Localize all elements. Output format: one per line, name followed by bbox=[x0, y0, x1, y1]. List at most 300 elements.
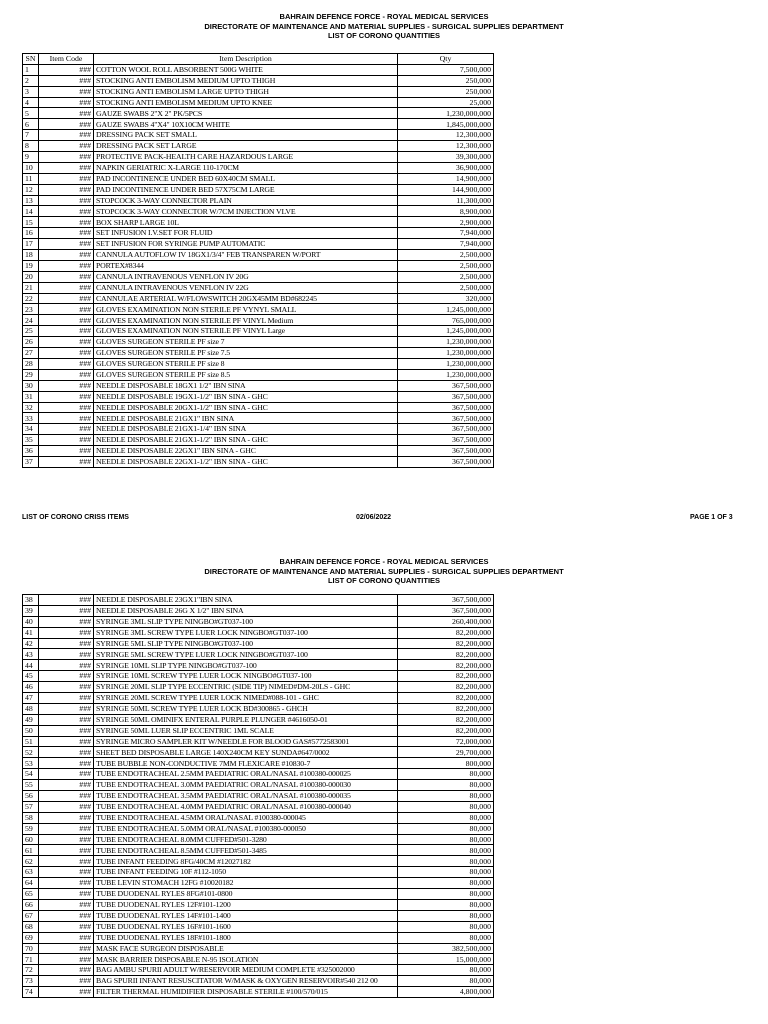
row-item-code: ### bbox=[39, 446, 94, 457]
table-row bbox=[23, 758, 494, 769]
row-sn: 28 bbox=[23, 358, 39, 369]
table-row bbox=[23, 195, 494, 206]
row-quantity: 1,230,000,000 bbox=[398, 348, 494, 359]
table-row bbox=[23, 703, 494, 714]
row-quantity: 80,000 bbox=[398, 769, 494, 780]
row-sn: 74 bbox=[23, 987, 39, 998]
row-sn: 65 bbox=[23, 889, 39, 900]
row-item-code: ### bbox=[39, 337, 94, 348]
table-row bbox=[23, 910, 494, 921]
row-sn: 71 bbox=[23, 954, 39, 965]
row-sn: 16 bbox=[23, 228, 39, 239]
row-quantity: 1,230,000,000 bbox=[398, 369, 494, 380]
table-row bbox=[23, 845, 494, 856]
table-row bbox=[23, 736, 494, 747]
page1-items-body bbox=[23, 64, 494, 467]
table-row bbox=[23, 358, 494, 369]
row-quantity: 72,000,000 bbox=[398, 736, 494, 747]
table-row bbox=[23, 889, 494, 900]
row-sn: 32 bbox=[23, 402, 39, 413]
table-row bbox=[23, 725, 494, 736]
table-row bbox=[23, 315, 494, 326]
row-sn: 41 bbox=[23, 627, 39, 638]
row-item-code: ### bbox=[39, 682, 94, 693]
row-item-code: ### bbox=[39, 791, 94, 802]
row-item-code: ### bbox=[39, 823, 94, 834]
row-item-code: ### bbox=[39, 703, 94, 714]
table-row bbox=[23, 119, 494, 130]
row-sn: 24 bbox=[23, 315, 39, 326]
row-item-code: ### bbox=[39, 747, 94, 758]
col-desc-header: Item Description bbox=[94, 54, 398, 65]
row-sn: 4 bbox=[23, 97, 39, 108]
row-description: STOCKING ANTI EMBOLISM MEDIUM UPTO THIGH bbox=[94, 75, 398, 86]
header-directorate: DIRECTORATE OF MAINTENANCE AND MATERIAL SUPPLIES - SURGICAL SUPPLIES DEPARTMENT bbox=[204, 566, 564, 576]
row-description: TUBE ENDOTRACHEAL 8.5MM CUFFED#501-3485 bbox=[94, 845, 398, 856]
row-quantity: 1,845,000,000 bbox=[398, 119, 494, 130]
table-row bbox=[23, 435, 494, 446]
row-quantity: 7,500,000 bbox=[398, 64, 494, 75]
row-sn: 2 bbox=[23, 75, 39, 86]
row-sn: 29 bbox=[23, 369, 39, 380]
row-description: STOCKING ANTI EMBOLISM MEDIUM UPTO KNEE bbox=[94, 97, 398, 108]
row-item-code: ### bbox=[39, 130, 94, 141]
row-sn: 31 bbox=[23, 391, 39, 402]
table-row bbox=[23, 380, 494, 391]
row-description: TUBE ENDOTRACHEAL 4.0MM PAEDIATRIC ORAL/NASAL #100380-000040 bbox=[94, 801, 398, 812]
row-quantity: 367,500,000 bbox=[398, 435, 494, 446]
row-quantity: 80,000 bbox=[398, 965, 494, 976]
row-sn: 40 bbox=[23, 616, 39, 627]
row-description: NEEDLE DISPOSABLE 21GX1-1/4" IBN SINA bbox=[94, 424, 398, 435]
page2-items-table bbox=[22, 594, 494, 998]
row-sn: 53 bbox=[23, 758, 39, 769]
row-description: GLOVES SURGEON STERILE PF size 8.5 bbox=[94, 369, 398, 380]
page1-items-table bbox=[22, 53, 494, 468]
row-item-code: ### bbox=[39, 424, 94, 435]
row-description: TUBE LEVIN STOMACH 12FG #10020182 bbox=[94, 878, 398, 889]
row-quantity: 250,000 bbox=[398, 75, 494, 86]
table-row bbox=[23, 293, 494, 304]
row-quantity: 1,230,000,000 bbox=[398, 358, 494, 369]
row-quantity: 29,700,000 bbox=[398, 747, 494, 758]
row-quantity: 260,400,000 bbox=[398, 616, 494, 627]
table-row bbox=[23, 304, 494, 315]
row-quantity: 1,245,000,000 bbox=[398, 326, 494, 337]
row-sn: 5 bbox=[23, 108, 39, 119]
table-row bbox=[23, 141, 494, 152]
row-sn: 1 bbox=[23, 64, 39, 75]
row-sn: 8 bbox=[23, 141, 39, 152]
row-item-code: ### bbox=[39, 693, 94, 704]
table-row bbox=[23, 108, 494, 119]
row-description: MASK FACE SURGEON DISPOSABLE bbox=[94, 943, 398, 954]
row-description: SYRINGE 50ML OMINIFX ENTERAL PURPLE PLUNGER #4616050-01 bbox=[94, 714, 398, 725]
row-description: BAG AMBU SPURII ADULT W/RESERVOIR MEDIUM COMPLETE #325002000 bbox=[94, 965, 398, 976]
row-item-code: ### bbox=[39, 228, 94, 239]
row-quantity: 2,900,000 bbox=[398, 217, 494, 228]
row-sn: 44 bbox=[23, 660, 39, 671]
row-item-code: ### bbox=[39, 921, 94, 932]
row-quantity: 80,000 bbox=[398, 921, 494, 932]
row-quantity: 82,200,000 bbox=[398, 660, 494, 671]
row-description: SYRINGE MICRO SAMPLER KIT W/NEEDLE FOR BLOOD GAS#5772583001 bbox=[94, 736, 398, 747]
row-sn: 55 bbox=[23, 780, 39, 791]
row-quantity: 12,300,000 bbox=[398, 141, 494, 152]
header-org: BAHRAIN DEFENCE FORCE - ROYAL MEDICAL SERVICES bbox=[279, 557, 489, 566]
row-description: TUBE ENDOTRACHEAL 5.0MM ORAL/NASAL #100380-000050 bbox=[94, 823, 398, 834]
row-quantity: 82,200,000 bbox=[398, 627, 494, 638]
row-quantity: 2,500,000 bbox=[398, 282, 494, 293]
row-quantity: 7,940,000 bbox=[398, 239, 494, 250]
table-row bbox=[23, 413, 494, 424]
row-item-code: ### bbox=[39, 954, 94, 965]
table-row bbox=[23, 932, 494, 943]
row-description: NEEDLE DISPOSABLE 19GX1-1/2" IBN SINA - GHC bbox=[94, 391, 398, 402]
table-row bbox=[23, 228, 494, 239]
row-description: GAUZE SWABS 4"X4" 10X10CM WHITE bbox=[94, 119, 398, 130]
row-item-code: ### bbox=[39, 932, 94, 943]
row-sn: 25 bbox=[23, 326, 39, 337]
row-description: TUBE INFANT FEEDING 10F #112-1050 bbox=[94, 867, 398, 878]
table-row bbox=[23, 616, 494, 627]
row-sn: 23 bbox=[23, 304, 39, 315]
row-item-code: ### bbox=[39, 758, 94, 769]
table-row bbox=[23, 867, 494, 878]
table-row bbox=[23, 638, 494, 649]
col-sn-header: SN bbox=[23, 54, 39, 65]
row-item-code: ### bbox=[39, 649, 94, 660]
row-item-code: ### bbox=[39, 616, 94, 627]
page2-items-body bbox=[23, 595, 494, 998]
row-description: STOCKING ANTI EMBOLISM LARGE UPTO THIGH bbox=[94, 86, 398, 97]
row-sn: 73 bbox=[23, 976, 39, 987]
row-sn: 61 bbox=[23, 845, 39, 856]
footer-list-name: LIST OF CORONO CRISS ITEMS bbox=[22, 514, 129, 521]
row-sn: 43 bbox=[23, 649, 39, 660]
table-row bbox=[23, 64, 494, 75]
table-row bbox=[23, 660, 494, 671]
row-sn: 10 bbox=[23, 162, 39, 173]
table-row bbox=[23, 693, 494, 704]
row-item-code: ### bbox=[39, 780, 94, 791]
row-quantity: 2,500,000 bbox=[398, 271, 494, 282]
row-item-code: ### bbox=[39, 976, 94, 987]
row-sn: 33 bbox=[23, 413, 39, 424]
row-quantity: 367,500,000 bbox=[398, 595, 494, 606]
row-item-code: ### bbox=[39, 173, 94, 184]
page2-header bbox=[0, 557, 768, 586]
row-quantity: 82,200,000 bbox=[398, 703, 494, 714]
row-item-code: ### bbox=[39, 801, 94, 812]
row-sn: 50 bbox=[23, 725, 39, 736]
row-item-code: ### bbox=[39, 358, 94, 369]
row-quantity: 2,500,000 bbox=[398, 260, 494, 271]
row-quantity: 80,000 bbox=[398, 823, 494, 834]
row-item-code: ### bbox=[39, 152, 94, 163]
row-item-code: ### bbox=[39, 86, 94, 97]
row-description: GLOVES EXAMINATION NON STERILE PF VYNYL SMALL bbox=[94, 304, 398, 315]
row-sn: 20 bbox=[23, 271, 39, 282]
row-description: NEEDLE DISPOSABLE 26G X 1/2" IBN SINA bbox=[94, 605, 398, 616]
table-row bbox=[23, 823, 494, 834]
row-item-code: ### bbox=[39, 769, 94, 780]
row-quantity: 1,230,000,000 bbox=[398, 108, 494, 119]
row-item-code: ### bbox=[39, 725, 94, 736]
row-quantity: 80,000 bbox=[398, 867, 494, 878]
row-quantity: 765,000,000 bbox=[398, 315, 494, 326]
row-description: GLOVES SURGEON STERILE PF size 7.5 bbox=[94, 348, 398, 359]
row-sn: 46 bbox=[23, 682, 39, 693]
row-quantity: 4,800,000 bbox=[398, 987, 494, 998]
table-row bbox=[23, 402, 494, 413]
row-item-code: ### bbox=[39, 184, 94, 195]
col-qty-header: Qty bbox=[398, 54, 494, 65]
row-quantity: 367,500,000 bbox=[398, 605, 494, 616]
table-row bbox=[23, 456, 494, 467]
row-sn: 63 bbox=[23, 867, 39, 878]
row-quantity: 11,300,000 bbox=[398, 195, 494, 206]
table-row bbox=[23, 747, 494, 758]
row-sn: 19 bbox=[23, 260, 39, 271]
table-row bbox=[23, 801, 494, 812]
row-description: CANNULAE ARTERIAL W/FLOWSWITCH 20GX45MM BD#682245 bbox=[94, 293, 398, 304]
row-item-code: ### bbox=[39, 638, 94, 649]
row-description: NEEDLE DISPOSABLE 23GX1"IBN SINA bbox=[94, 595, 398, 606]
col-code-header: Item Code bbox=[39, 54, 94, 65]
table-row bbox=[23, 780, 494, 791]
row-item-code: ### bbox=[39, 304, 94, 315]
row-sn: 49 bbox=[23, 714, 39, 725]
row-item-code: ### bbox=[39, 369, 94, 380]
row-description: SYRINGE 5ML SCREW TYPE LUER LOCK NINGBO#GT037-100 bbox=[94, 649, 398, 660]
row-description: SYRINGE 3ML SLIP TYPE NINGBO#GT037-100 bbox=[94, 616, 398, 627]
table-row bbox=[23, 878, 494, 889]
row-sn: 72 bbox=[23, 965, 39, 976]
row-description: NEEDLE DISPOSABLE 22GX1" IBN SINA - GHC bbox=[94, 446, 398, 457]
table-row bbox=[23, 856, 494, 867]
row-description: TUBE ENDOTRACHEAL 2.5MM PAEDIATRIC ORAL/NASAL #100380-000025 bbox=[94, 769, 398, 780]
table-row bbox=[23, 217, 494, 228]
row-item-code: ### bbox=[39, 119, 94, 130]
row-item-code: ### bbox=[39, 380, 94, 391]
row-item-code: ### bbox=[39, 965, 94, 976]
row-sn: 68 bbox=[23, 921, 39, 932]
row-sn: 22 bbox=[23, 293, 39, 304]
table-row bbox=[23, 954, 494, 965]
row-quantity: 15,000,000 bbox=[398, 954, 494, 965]
table-row bbox=[23, 714, 494, 725]
row-item-code: ### bbox=[39, 108, 94, 119]
row-item-code: ### bbox=[39, 660, 94, 671]
row-sn: 60 bbox=[23, 834, 39, 845]
row-item-code: ### bbox=[39, 141, 94, 152]
table-row bbox=[23, 162, 494, 173]
row-item-code: ### bbox=[39, 391, 94, 402]
row-sn: 35 bbox=[23, 435, 39, 446]
row-quantity: 80,000 bbox=[398, 976, 494, 987]
page1-header bbox=[0, 12, 768, 41]
row-item-code: ### bbox=[39, 595, 94, 606]
row-item-code: ### bbox=[39, 217, 94, 228]
row-item-code: ### bbox=[39, 456, 94, 467]
row-description: TUBE DUODENAL RYLES 18F#101-1800 bbox=[94, 932, 398, 943]
row-sn: 57 bbox=[23, 801, 39, 812]
row-sn: 67 bbox=[23, 910, 39, 921]
row-quantity: 80,000 bbox=[398, 856, 494, 867]
row-sn: 64 bbox=[23, 878, 39, 889]
row-sn: 14 bbox=[23, 206, 39, 217]
row-sn: 36 bbox=[23, 446, 39, 457]
row-description: TUBE ENDOTRACHEAL 4.5MM ORAL/NASAL #100380-000045 bbox=[94, 812, 398, 823]
table-row bbox=[23, 282, 494, 293]
row-item-code: ### bbox=[39, 271, 94, 282]
header-directorate: DIRECTORATE OF MAINTENANCE AND MATERIAL SUPPLIES - SURGICAL SUPPLIES DEPARTMENT bbox=[204, 21, 564, 31]
row-item-code: ### bbox=[39, 162, 94, 173]
row-sn: 38 bbox=[23, 595, 39, 606]
row-description: GLOVES EXAMINATION NON STERILE PF VINYL Medium bbox=[94, 315, 398, 326]
row-description: TUBE DUODENAL RYLES 8FG#101-0800 bbox=[94, 889, 398, 900]
row-sn: 17 bbox=[23, 239, 39, 250]
table-row bbox=[23, 682, 494, 693]
row-item-code: ### bbox=[39, 943, 94, 954]
row-description: SHEET BED DISPOSABLE LARGE 140X240CM KEY SUNDA#647/0002 bbox=[94, 747, 398, 758]
row-quantity: 82,200,000 bbox=[398, 638, 494, 649]
row-description: TUBE ENDOTRACHEAL 8.0MM CUFFED#501-3280 bbox=[94, 834, 398, 845]
row-sn: 26 bbox=[23, 337, 39, 348]
row-quantity: 80,000 bbox=[398, 834, 494, 845]
row-description: GAUZE SWABS 2"X 2" PK/5PCS bbox=[94, 108, 398, 119]
row-quantity: 80,000 bbox=[398, 899, 494, 910]
row-quantity: 1,230,000,000 bbox=[398, 337, 494, 348]
row-sn: 48 bbox=[23, 703, 39, 714]
row-item-code: ### bbox=[39, 845, 94, 856]
row-sn: 37 bbox=[23, 456, 39, 467]
table-row bbox=[23, 369, 494, 380]
row-item-code: ### bbox=[39, 834, 94, 845]
row-description: MASK BARRIER DISPOSABLE N-95 ISOLATION bbox=[94, 954, 398, 965]
row-item-code: ### bbox=[39, 910, 94, 921]
row-sn: 7 bbox=[23, 130, 39, 141]
row-quantity: 144,900,000 bbox=[398, 184, 494, 195]
row-item-code: ### bbox=[39, 867, 94, 878]
row-sn: 39 bbox=[23, 605, 39, 616]
row-quantity: 82,200,000 bbox=[398, 671, 494, 682]
row-sn: 9 bbox=[23, 152, 39, 163]
row-sn: 15 bbox=[23, 217, 39, 228]
row-sn: 34 bbox=[23, 424, 39, 435]
row-item-code: ### bbox=[39, 878, 94, 889]
row-quantity: 82,200,000 bbox=[398, 714, 494, 725]
row-sn: 11 bbox=[23, 173, 39, 184]
row-description: SYRINGE 50ML LUER SLIP ECCENTRIC 1ML SCALE bbox=[94, 725, 398, 736]
table-row bbox=[23, 976, 494, 987]
table-row bbox=[23, 921, 494, 932]
row-sn: 59 bbox=[23, 823, 39, 834]
row-item-code: ### bbox=[39, 714, 94, 725]
row-description: GLOVES EXAMINATION NON STERILE PF VINYL Large bbox=[94, 326, 398, 337]
table-row bbox=[23, 987, 494, 998]
row-quantity: 367,500,000 bbox=[398, 391, 494, 402]
row-item-code: ### bbox=[39, 239, 94, 250]
table-row bbox=[23, 391, 494, 402]
row-item-code: ### bbox=[39, 856, 94, 867]
row-quantity: 1,245,000,000 bbox=[398, 304, 494, 315]
row-item-code: ### bbox=[39, 812, 94, 823]
table-row bbox=[23, 152, 494, 163]
row-item-code: ### bbox=[39, 627, 94, 638]
row-quantity: 800,000 bbox=[398, 758, 494, 769]
header-org: BAHRAIN DEFENCE FORCE - ROYAL MEDICAL SERVICES bbox=[279, 12, 489, 21]
table-row bbox=[23, 206, 494, 217]
row-item-code: ### bbox=[39, 64, 94, 75]
table-row bbox=[23, 337, 494, 348]
row-description: NEEDLE DISPOSABLE 20GX1-1/2" IBN SINA - GHC bbox=[94, 402, 398, 413]
row-sn: 69 bbox=[23, 932, 39, 943]
row-item-code: ### bbox=[39, 889, 94, 900]
row-sn: 18 bbox=[23, 250, 39, 261]
row-description: SYRINGE 3ML SCREW TYPE LUER LOCK NINGBO#GT037-100 bbox=[94, 627, 398, 638]
row-item-code: ### bbox=[39, 282, 94, 293]
row-item-code: ### bbox=[39, 413, 94, 424]
row-description: FILTER THERMAL HUMIDIFIER DISPOSABLE STERILE #100/570/015 bbox=[94, 987, 398, 998]
row-item-code: ### bbox=[39, 736, 94, 747]
table-row bbox=[23, 424, 494, 435]
row-quantity: 14,900,000 bbox=[398, 173, 494, 184]
row-sn: 66 bbox=[23, 899, 39, 910]
row-quantity: 80,000 bbox=[398, 812, 494, 823]
row-item-code: ### bbox=[39, 402, 94, 413]
table-row bbox=[23, 965, 494, 976]
row-quantity: 367,500,000 bbox=[398, 402, 494, 413]
row-sn: 62 bbox=[23, 856, 39, 867]
row-quantity: 250,000 bbox=[398, 86, 494, 97]
row-quantity: 25,000 bbox=[398, 97, 494, 108]
row-quantity: 2,500,000 bbox=[398, 250, 494, 261]
table-row bbox=[23, 446, 494, 457]
table-row bbox=[23, 812, 494, 823]
table-row bbox=[23, 834, 494, 845]
row-quantity: 367,500,000 bbox=[398, 456, 494, 467]
row-item-code: ### bbox=[39, 75, 94, 86]
row-description: PAD INCONTINENCE UNDER BED 60X40CM SMALL bbox=[94, 173, 398, 184]
row-quantity: 367,500,000 bbox=[398, 380, 494, 391]
row-description: STOPCOCK 3-WAY CONNECTOR W/7CM INJECTION VLVE bbox=[94, 206, 398, 217]
row-quantity: 367,500,000 bbox=[398, 413, 494, 424]
row-description: PROTECTIVE PACK-HEALTH CARE HAZARDOUS LARGE bbox=[94, 152, 398, 163]
row-item-code: ### bbox=[39, 315, 94, 326]
row-quantity: 39,300,000 bbox=[398, 152, 494, 163]
row-description: BOX SHARP LARGE 10L bbox=[94, 217, 398, 228]
footer-page-number: PAGE 1 OF 3 bbox=[690, 514, 733, 521]
table-row bbox=[23, 326, 494, 337]
row-item-code: ### bbox=[39, 97, 94, 108]
row-item-code: ### bbox=[39, 260, 94, 271]
table-row bbox=[23, 649, 494, 660]
row-quantity: 367,500,000 bbox=[398, 446, 494, 457]
row-item-code: ### bbox=[39, 987, 94, 998]
row-item-code: ### bbox=[39, 326, 94, 337]
row-item-code: ### bbox=[39, 899, 94, 910]
row-quantity: 82,200,000 bbox=[398, 693, 494, 704]
row-quantity: 80,000 bbox=[398, 878, 494, 889]
row-sn: 12 bbox=[23, 184, 39, 195]
row-quantity: 80,000 bbox=[398, 932, 494, 943]
table-row bbox=[23, 86, 494, 97]
row-description: CANNULA AUTOFLOW IV 18GX1/3/4" FEB TRANSPAREN W/PORT bbox=[94, 250, 398, 261]
row-sn: 58 bbox=[23, 812, 39, 823]
row-sn: 52 bbox=[23, 747, 39, 758]
